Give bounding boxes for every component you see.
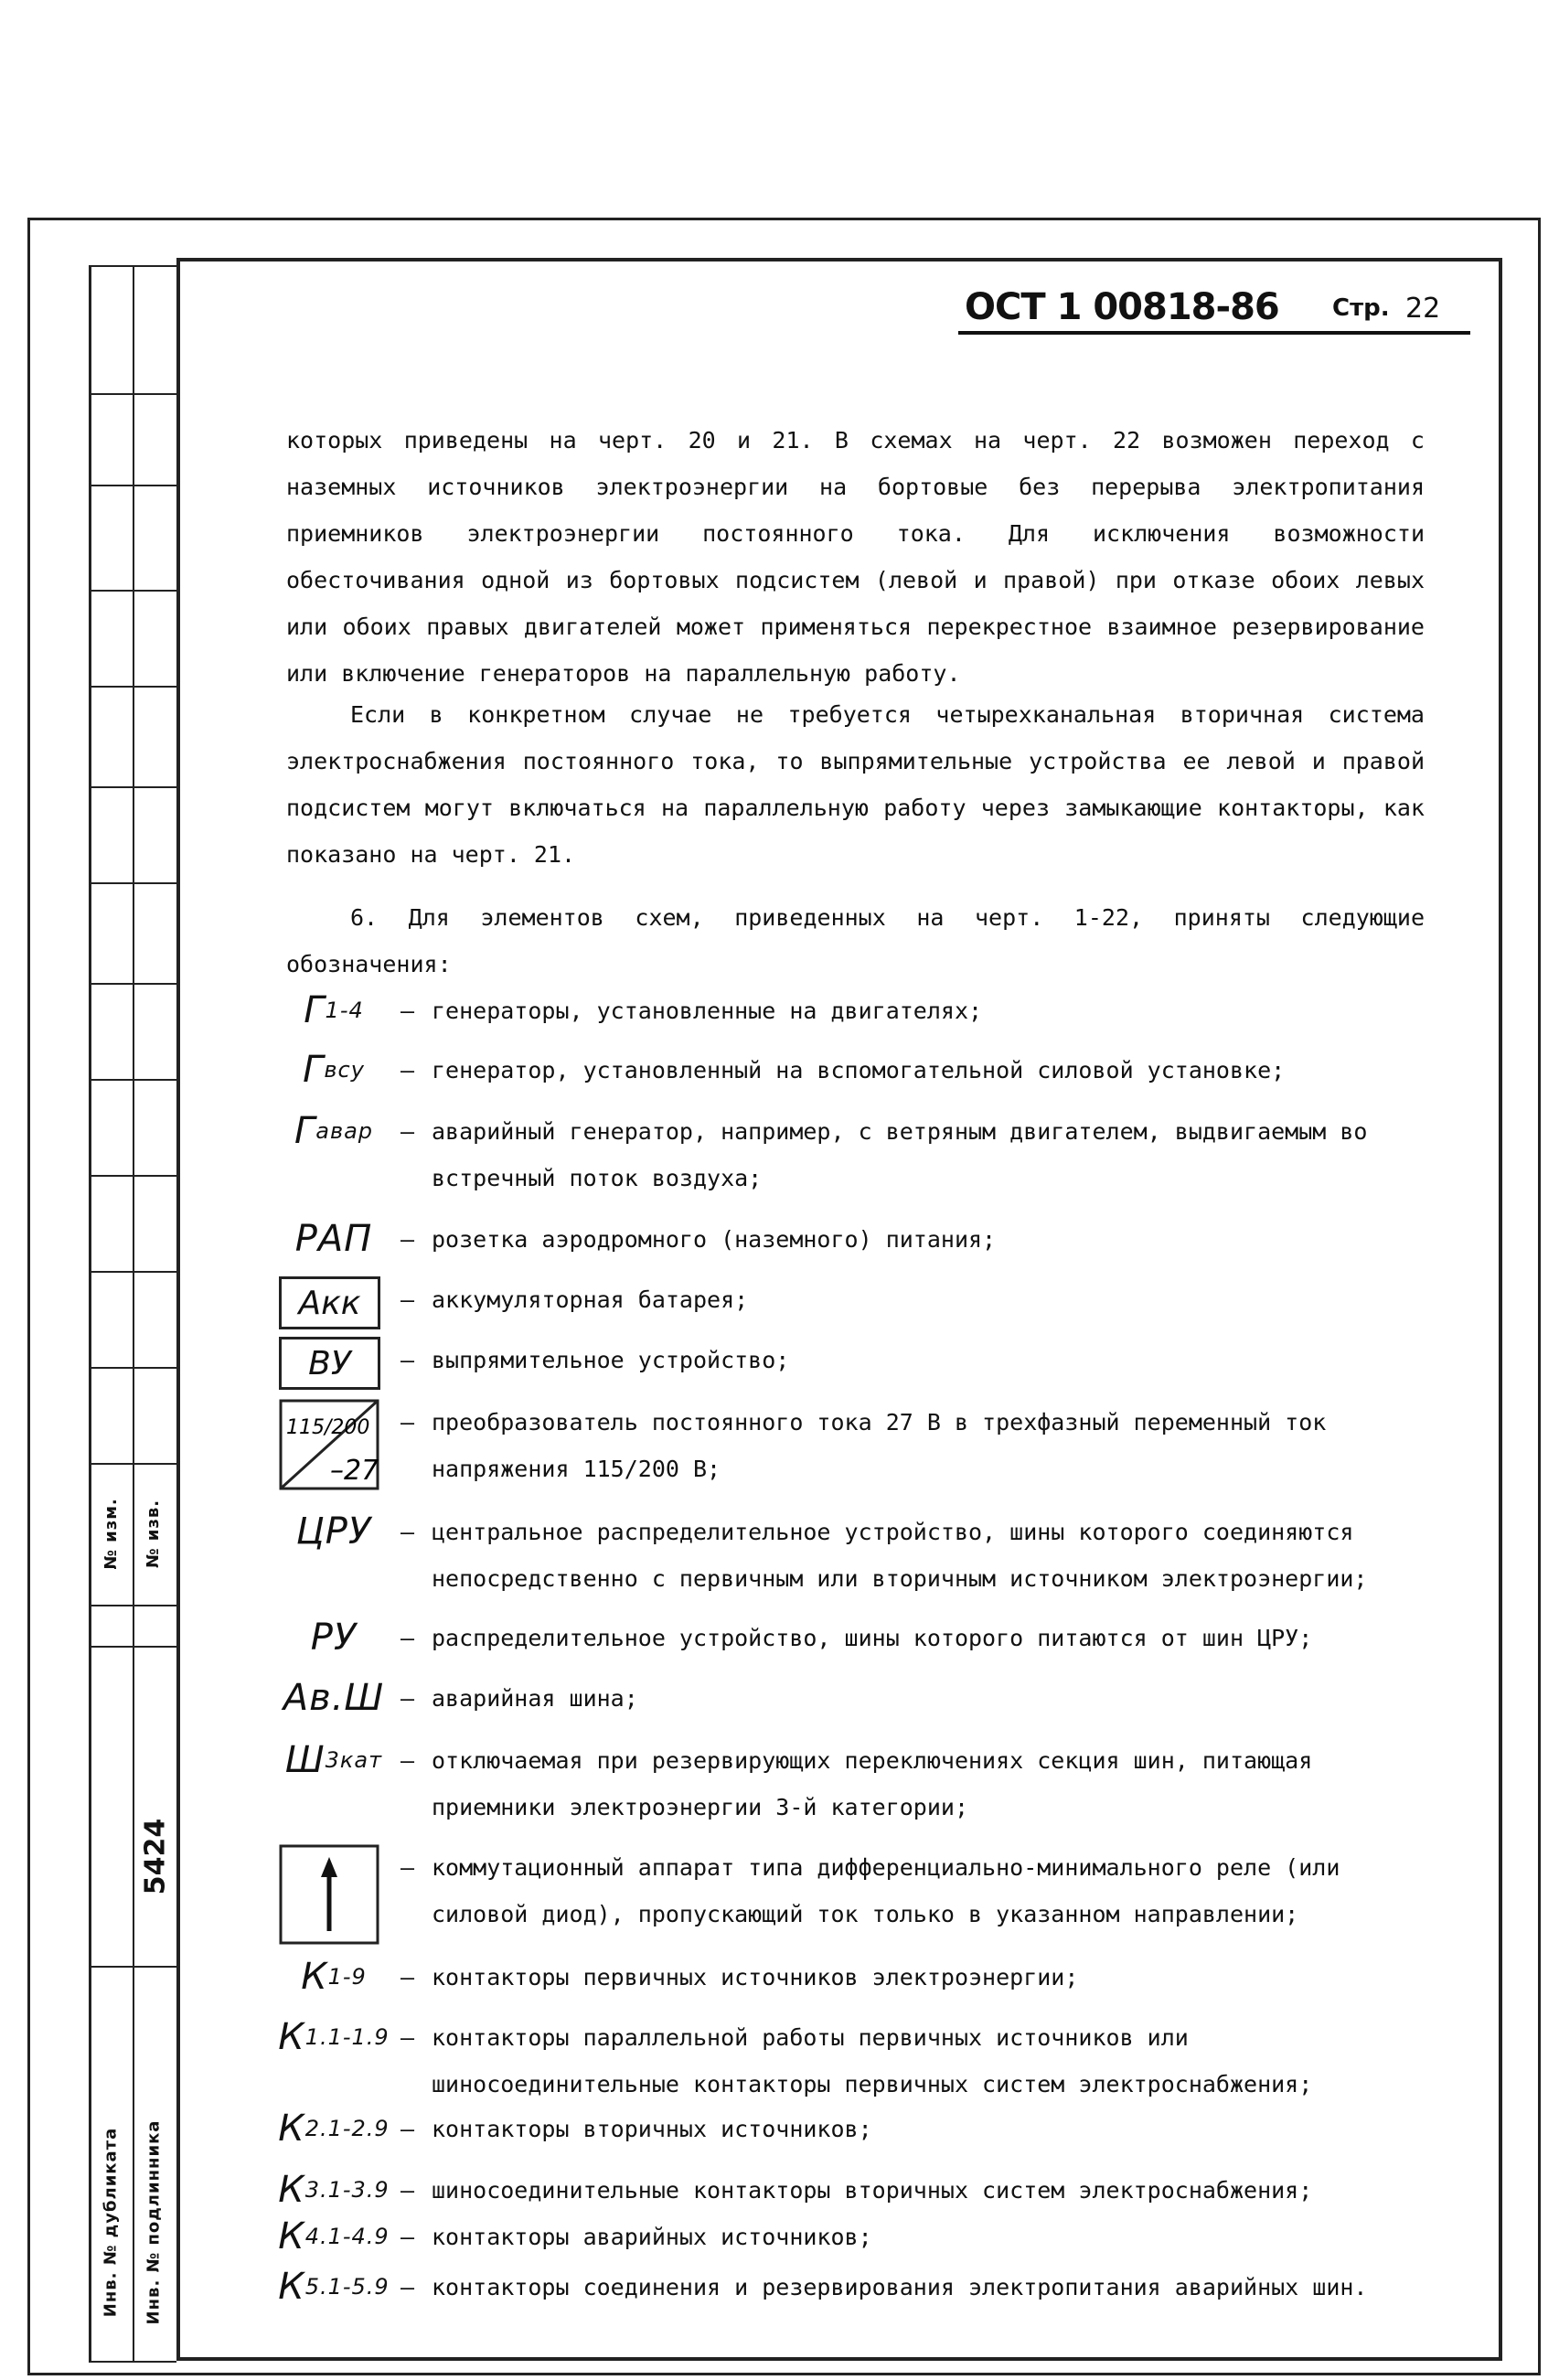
page-label: Стр. bbox=[1332, 294, 1390, 322]
document-code: ОСТ 1 00818-86 bbox=[965, 286, 1279, 328]
dash: – bbox=[400, 1625, 415, 1651]
converter-symbol bbox=[279, 1399, 379, 1490]
margin-line bbox=[89, 1966, 176, 1968]
header-underline bbox=[958, 331, 1470, 335]
definition-text: аварийный генератор, например, с ветряным двигателем, выдвигаемым во встречный поток воздуха; bbox=[432, 1118, 1368, 1191]
definition-text: аварийная шина; bbox=[432, 1685, 638, 1712]
symbol-k-primary: К 1-9 bbox=[301, 1956, 367, 1998]
diode-arrow-icon bbox=[279, 1844, 379, 1945]
margin-line bbox=[89, 1646, 176, 1648]
margin-line bbox=[89, 265, 176, 267]
definition-text: преобразователь постоянного тока 27 В в трехфазный переменный ток напряжения 115/200 В; bbox=[432, 1409, 1327, 1482]
definition-text: генераторы, установленные на двигателях; bbox=[432, 998, 983, 1024]
dash: – bbox=[400, 1118, 415, 1145]
symbol-rectifier-box: ВУ bbox=[279, 1337, 380, 1390]
dash: – bbox=[400, 1964, 415, 1990]
margin-line bbox=[89, 485, 176, 486]
dash: – bbox=[400, 2116, 415, 2142]
converter-input-label: 115/200 bbox=[286, 1416, 370, 1439]
dash: – bbox=[400, 1685, 415, 1712]
margin-line bbox=[89, 1367, 176, 1369]
dash: – bbox=[400, 998, 415, 1024]
definition-text: центральное распределительное устройство, шины которого соединяются непосредственно с первичным или вторичным источником электроэнергии; bbox=[432, 1519, 1368, 1592]
symbol-k-emergency-buses: К 5.1-5.9 bbox=[278, 2266, 390, 2308]
symbol-k-bus-tie: К 3.1-3.9 bbox=[278, 2169, 390, 2211]
symbol-battery-box: Акк bbox=[279, 1276, 380, 1329]
symbol-k-parallel: К 1.1-1.9 bbox=[278, 2016, 390, 2058]
dash: – bbox=[400, 1409, 415, 1435]
dash: – bbox=[400, 2177, 415, 2204]
margin-line bbox=[89, 686, 176, 688]
page-number: 22 bbox=[1405, 293, 1441, 325]
definition-text: распределительное устройство, шины которого питаются от шин ЦРУ; bbox=[432, 1625, 1313, 1651]
margin-line bbox=[89, 1175, 176, 1177]
symbol-ru: РУ bbox=[310, 1617, 358, 1659]
paragraph-1: которых приведены на черт. 20 и 21. В схемах на черт. 22 возможен переход с наземных источников электроэнергии на бортовые без перерыва электропитания приемников электроэнергии постоянного тока. Для исключения возможности обесточивания одной из бортовых подсистем (левой и правой) при отказе обоих левых или обоих правых двигателей может применяться перекрестное взаимное резервирование или включение генераторов на параллельную работу. bbox=[286, 427, 1425, 687]
definition-text: аккумуляторная батарея; bbox=[432, 1286, 749, 1313]
margin-line bbox=[89, 983, 176, 985]
definition-text: розетка аэродромного (наземного) питания; bbox=[432, 1226, 997, 1253]
margin-label-notice-no: № изв. bbox=[144, 1499, 164, 1569]
definition-text: выпрямительное устройство; bbox=[432, 1347, 790, 1373]
symbol-emergency-bus: Ав.Ш bbox=[283, 1677, 385, 1719]
dash: – bbox=[400, 2224, 415, 2250]
symbol-generators: Г 1-4 bbox=[304, 989, 364, 1031]
margin-line bbox=[89, 1271, 176, 1273]
margin-line bbox=[89, 2361, 176, 2363]
dash: – bbox=[400, 1519, 415, 1545]
dash: – bbox=[400, 2274, 415, 2300]
converter-output-label: –27 bbox=[330, 1455, 379, 1487]
dash: – bbox=[400, 2024, 415, 2051]
symbol-k-emergency-sources: К 4.1-4.9 bbox=[278, 2215, 390, 2257]
symbol-rap: РАП bbox=[294, 1218, 373, 1260]
symbol-bus-category-3: Ш 3кат bbox=[284, 1739, 383, 1781]
definition-text: шиносоединительные контакторы вторичных систем электроснабжения; bbox=[432, 2177, 1313, 2204]
definition-text: контакторы первичных источников электроэнергии; bbox=[432, 1964, 1079, 1990]
margin-divider bbox=[133, 265, 134, 2361]
dash: – bbox=[400, 1226, 415, 1253]
margin-line bbox=[89, 786, 176, 788]
margin-label-duplicate-inv: Инв. № дубликата bbox=[101, 2127, 121, 2317]
margin-label-original-inv: Инв. № подлинника bbox=[144, 2119, 164, 2324]
margin-line bbox=[89, 1463, 176, 1465]
definition-text: контакторы соединения и резервирования электропитания аварийных шин. bbox=[432, 2274, 1368, 2300]
paragraph-3: 6. Для элементов схем, приведенных на черт. 1-22, приняты следующие обозначения: bbox=[286, 904, 1425, 977]
definition-text: контакторы аварийных источников; bbox=[432, 2224, 872, 2250]
symbol-k-secondary: К 2.1-2.9 bbox=[278, 2108, 390, 2150]
margin-line bbox=[89, 1079, 176, 1081]
definition-text: генератор, установленный на вспомогательной силовой установке; bbox=[432, 1057, 1286, 1083]
paragraph-2: Если в конкретном случае не требуется четырехканальная вторичная система электроснабжения постоянного тока, то выпрямительные устройства ее левой и правой подсистем могут включаться на параллельную работу через замыкающие контакторы, как показано на черт. 21. bbox=[286, 701, 1425, 868]
dash: – bbox=[400, 1057, 415, 1083]
definition-text: контакторы параллельной работы первичных источников или шиносоединительные контакторы первичных систем электроснабжения; bbox=[432, 2024, 1313, 2097]
margin-label-change-no: № изм. bbox=[101, 1498, 121, 1570]
margin-line bbox=[89, 393, 176, 395]
margin-line bbox=[89, 590, 176, 592]
symbol-emergency-generator: Г авар bbox=[294, 1110, 374, 1152]
margin-line bbox=[89, 882, 176, 884]
margin-original-number: 5424 bbox=[139, 1818, 172, 1894]
definition-text: отключаемая при резервирующих переключениях секция шин, питающая приемники электроэнергии 3-й категории; bbox=[432, 1747, 1313, 1820]
symbol-cru: ЦРУ bbox=[295, 1510, 372, 1553]
symbol-apu-generator: Г всу bbox=[303, 1049, 365, 1091]
definition-text: контакторы вторичных источников; bbox=[432, 2116, 872, 2142]
dash: – bbox=[400, 1747, 415, 1774]
dash: – bbox=[400, 1286, 415, 1313]
dash: – bbox=[400, 1854, 415, 1881]
dash: – bbox=[400, 1347, 415, 1373]
definition-text: коммутационный аппарат типа дифференциально-минимального реле (или силовой диод), пропускающий ток только в указанном направлении; bbox=[432, 1854, 1340, 1927]
margin-line bbox=[89, 1605, 176, 1606]
